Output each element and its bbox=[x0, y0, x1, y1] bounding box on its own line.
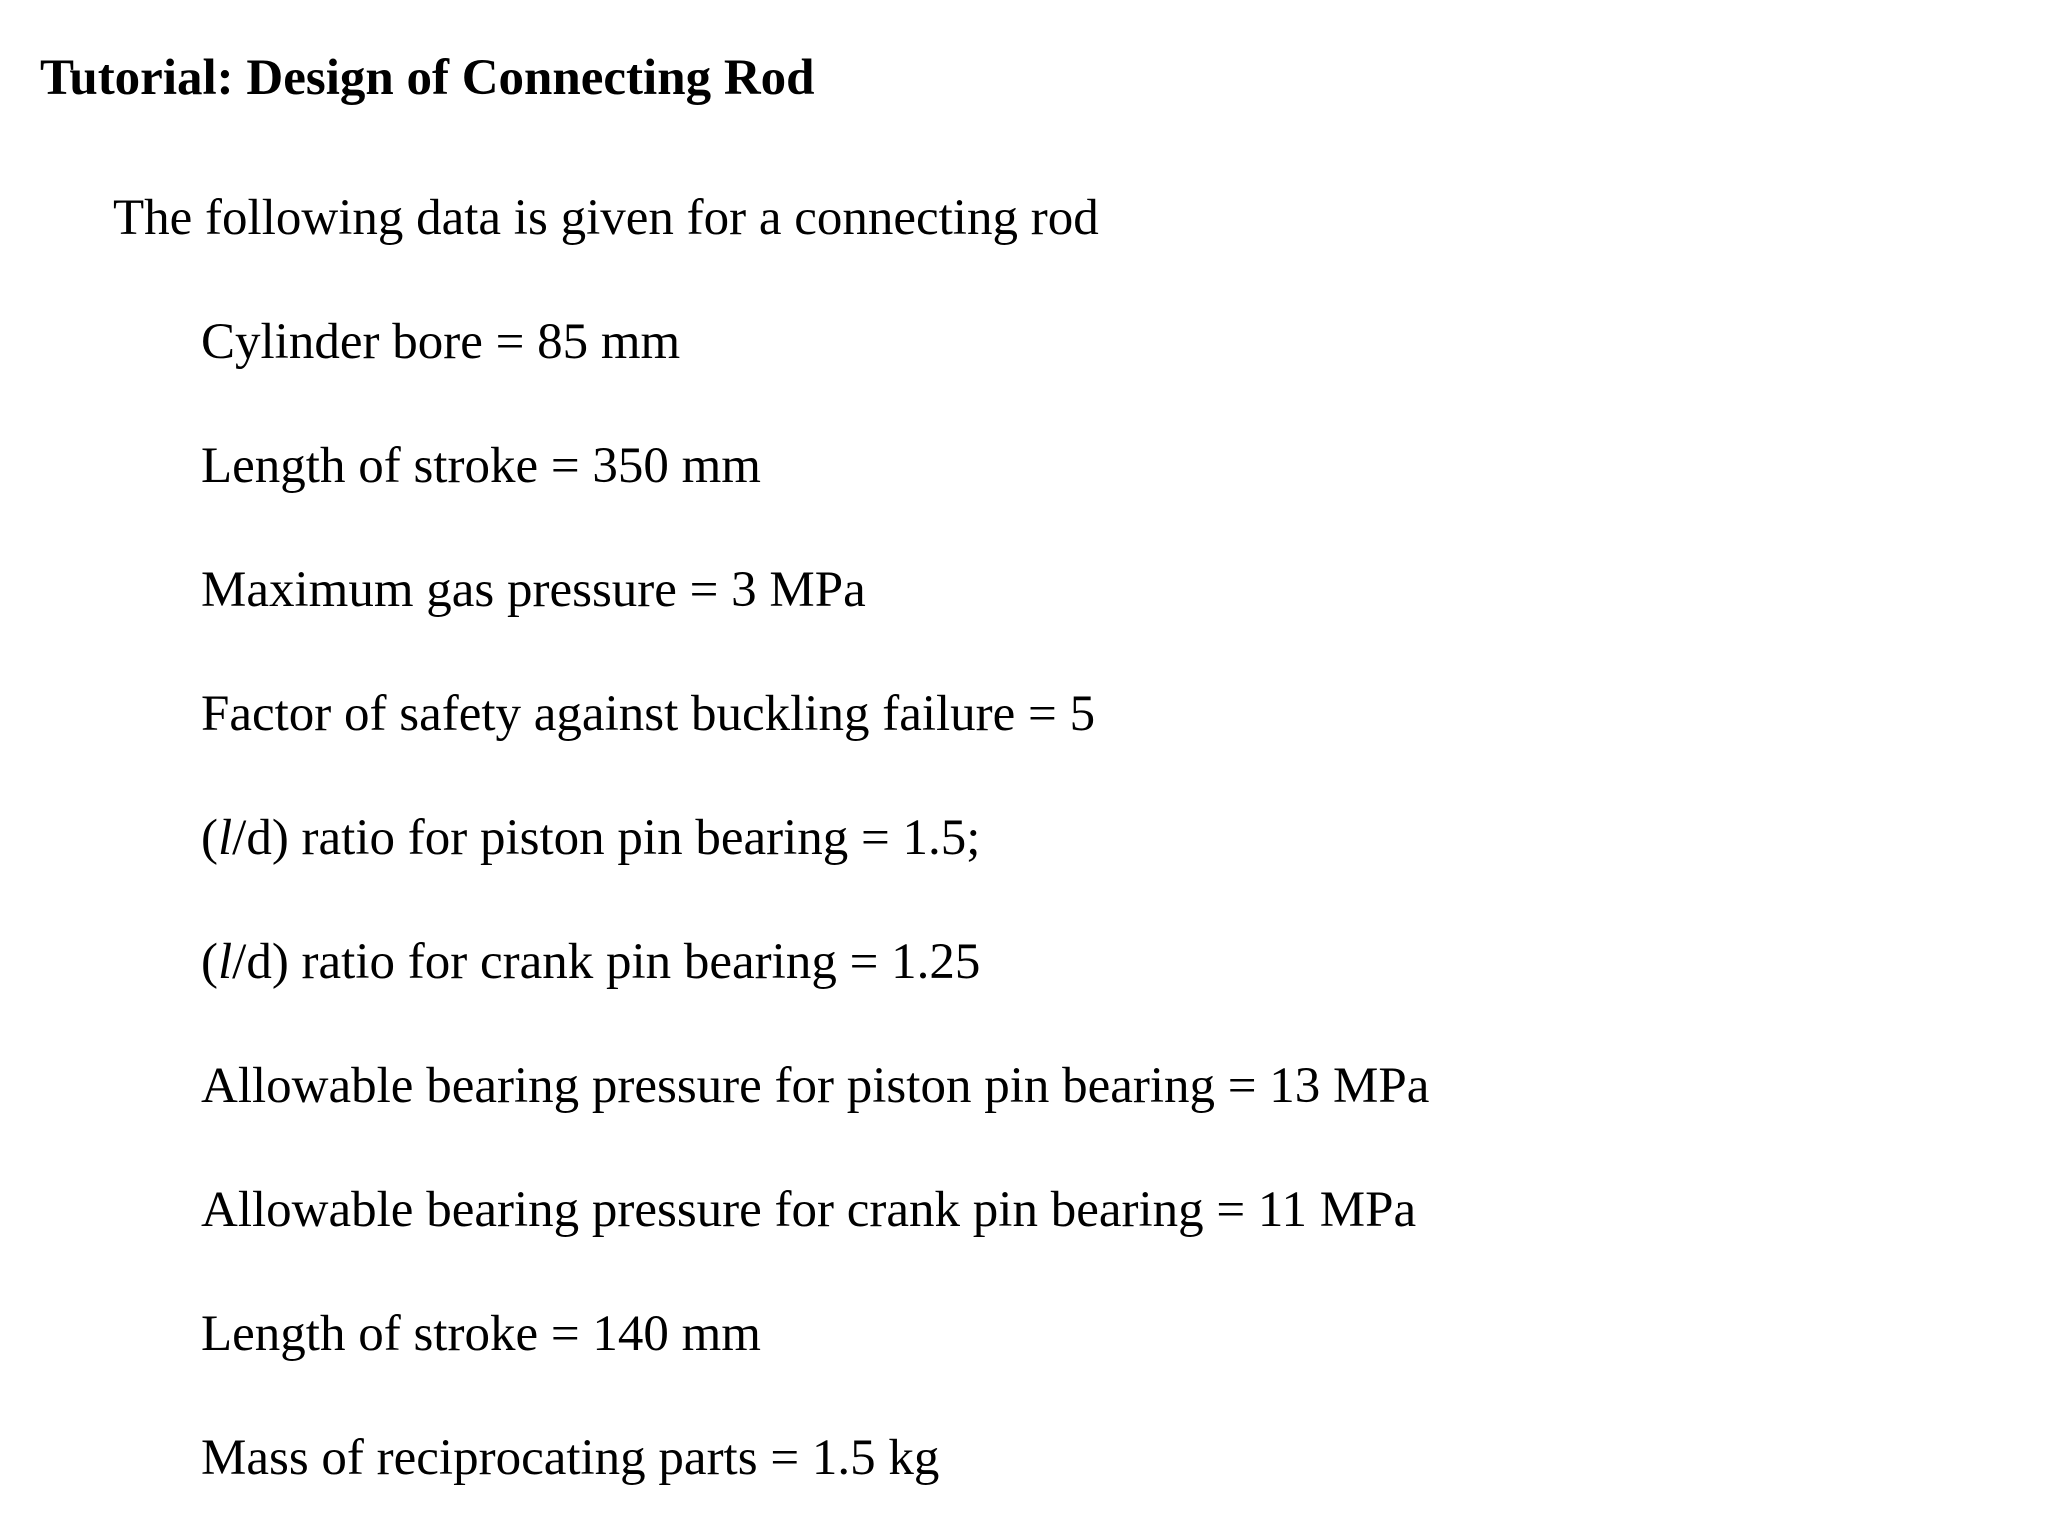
data-item-piston-pin-pressure bbox=[201, 1054, 1429, 1178]
data-item-text: Cylinder bore = 85 mm bbox=[201, 314, 681, 370]
data-item-length-of-stroke bbox=[201, 434, 1429, 558]
data-item-text: Allowable bearing pressure for piston pin bearing = 13 MPa bbox=[201, 1058, 1430, 1114]
data-item-text: Allowable bearing pressure for crank pin bearing = 11 MPa bbox=[201, 1182, 1417, 1238]
data-item-prefix: ( bbox=[201, 934, 218, 990]
given-data-list bbox=[201, 310, 1429, 1490]
data-item-text: /d) ratio for piston pin bearing = 1.5; bbox=[232, 810, 981, 866]
data-item-factor-of-safety bbox=[201, 682, 1429, 806]
intro-paragraph: The following data is given for a connecting rod bbox=[113, 190, 1099, 246]
data-item-text: Length of stroke = 350 mm bbox=[201, 438, 761, 494]
data-item-crank-pin-pressure bbox=[201, 1178, 1429, 1302]
data-item-italic-l: l bbox=[217, 810, 233, 866]
data-item-length-of-stroke-2 bbox=[201, 1302, 1429, 1426]
data-item-text: /d) ratio for crank pin bearing = 1.25 bbox=[232, 934, 981, 990]
document-title: Tutorial: Design of Connecting Rod bbox=[40, 50, 815, 106]
data-item-prefix: ( bbox=[201, 810, 218, 866]
data-item-max-gas-pressure bbox=[201, 558, 1429, 682]
data-item-crank-pin-ratio bbox=[201, 930, 1429, 1054]
data-item-piston-pin-ratio bbox=[201, 806, 1429, 930]
data-item-cylinder-bore bbox=[201, 310, 1429, 434]
data-item-text: Mass of reciprocating parts = 1.5 kg bbox=[201, 1430, 940, 1486]
data-item-text: Length of stroke = 140 mm bbox=[201, 1306, 761, 1362]
data-item-text: Maximum gas pressure = 3 MPa bbox=[201, 562, 866, 618]
data-item-text: Factor of safety against buckling failure = 5 bbox=[201, 686, 1096, 742]
data-item-italic-l: l bbox=[217, 934, 233, 990]
data-item-mass-reciprocating bbox=[201, 1426, 1429, 1490]
